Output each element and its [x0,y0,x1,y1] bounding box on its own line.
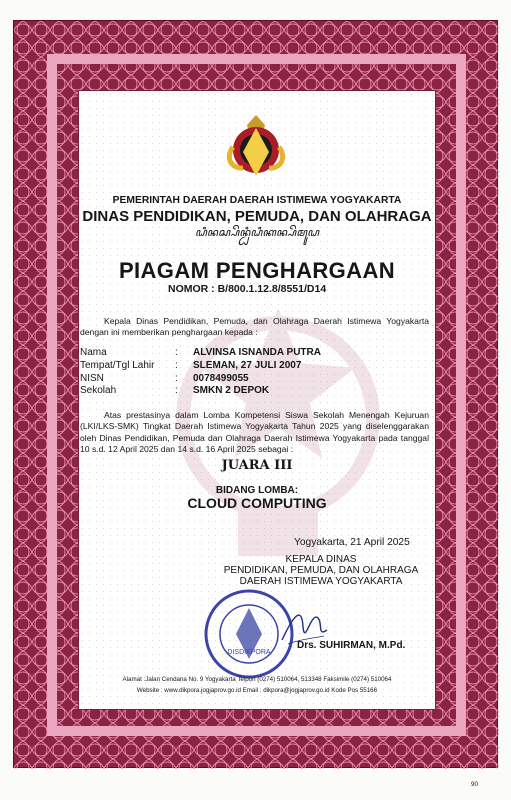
introductory-text: Kepala Dinas Pendidikan, Pemuda, dan Olahraga Daerah Istimewa Yogyakarta dengan ini memberikan penghargaan kepada : [80,316,429,338]
detail-value: SLEMAN, 27 JULI 2007 [193,359,302,371]
recipient-details [80,347,321,398]
recipient-row [80,385,321,398]
stamp-center-text: DISDIKPORA [227,649,271,656]
detail-value: SMKN 2 DEPOK [193,385,270,397]
government-name: PEMERINTAH DAERAH DAERAH ISTIMEWA YOGYAKARTA [112,195,402,206]
issue-place-date: Yogyakarta, 21 April 2025 [294,537,410,548]
detail-separator: : [175,347,178,358]
competition-field-label: BIDANG LOMBA: [215,485,299,496]
detail-label: Sekolah [80,385,117,397]
competition-field-value: CLOUD COMPUTING [187,495,327,511]
yogyakarta-emblem [221,112,291,182]
detail-separator: : [175,359,178,371]
office-address: Alamat :Jalan Cendana No. 9 Yogyakarta Telpon (0274) 510064, 513348 Faksimile (0274) 510064 [122,676,392,683]
recipient-row [80,360,321,373]
recipient-row [80,347,321,360]
achievement-description: Atas prestasinya dalam Lomba Kompetensi Siswa Sekolah Menengah Kejuruan (LKI/LKS-SMK) Tingkat Daerah Istimewa Yogyakarta Tahun 2025 yang diselenggarakan oleh Dinas Pendidikan, Pemuda dan Olahraga Daerah Istimewa Yogyakarta pada tanggal 10 s.d. 12 April 2025 dan 14 s.d. 16 April 2025 sebagai : [80,410,429,455]
detail-separator: : [175,372,178,384]
award-rank: JUARA III [221,458,293,473]
signer-position [222,554,420,588]
detail-label: Nama [80,347,107,358]
page-number: 90 [471,781,478,788]
recipient-row [80,373,321,386]
detail-value: ALVINSA ISNANDA PUTRA [193,347,321,358]
detail-label: NISN [80,372,104,384]
position-line: DAERAH ISTIMEWA YOGYAKARTA [239,576,403,588]
position-line: PENDIDIKAN, PEMUDA, DAN OLAHRAGA [223,565,419,577]
signer-name: Drs. SUHIRMAN, M.Pd. [297,640,406,651]
department-name: DINAS PENDIDIKAN, PEMUDA, DAN OLAHRAGA [82,208,432,225]
detail-label: Tempat/Tgl Lahir [80,359,155,371]
javanese-script-line: ꦝꦶꦤꦱ꧀ꦥꦼꦤ꧀ꦝꦶꦝꦶꦏꦤ꧀ꦥꦼꦩꦸꦝ [194,226,320,239]
position-line: KEPALA DINAS [285,554,357,565]
office-contact: Website : www.dikpora.jogjaprov.go.id Email : dikpora@jogjaprov.go.id Kode Pos 55166 [136,687,378,694]
detail-value: 0078499055 [193,372,249,384]
detail-separator: : [175,385,178,397]
certificate-title: PIAGAM PENGHARGAAN [118,258,396,283]
certificate-number: NOMOR : B/800.1.12.8/8551/D14 [168,283,327,295]
